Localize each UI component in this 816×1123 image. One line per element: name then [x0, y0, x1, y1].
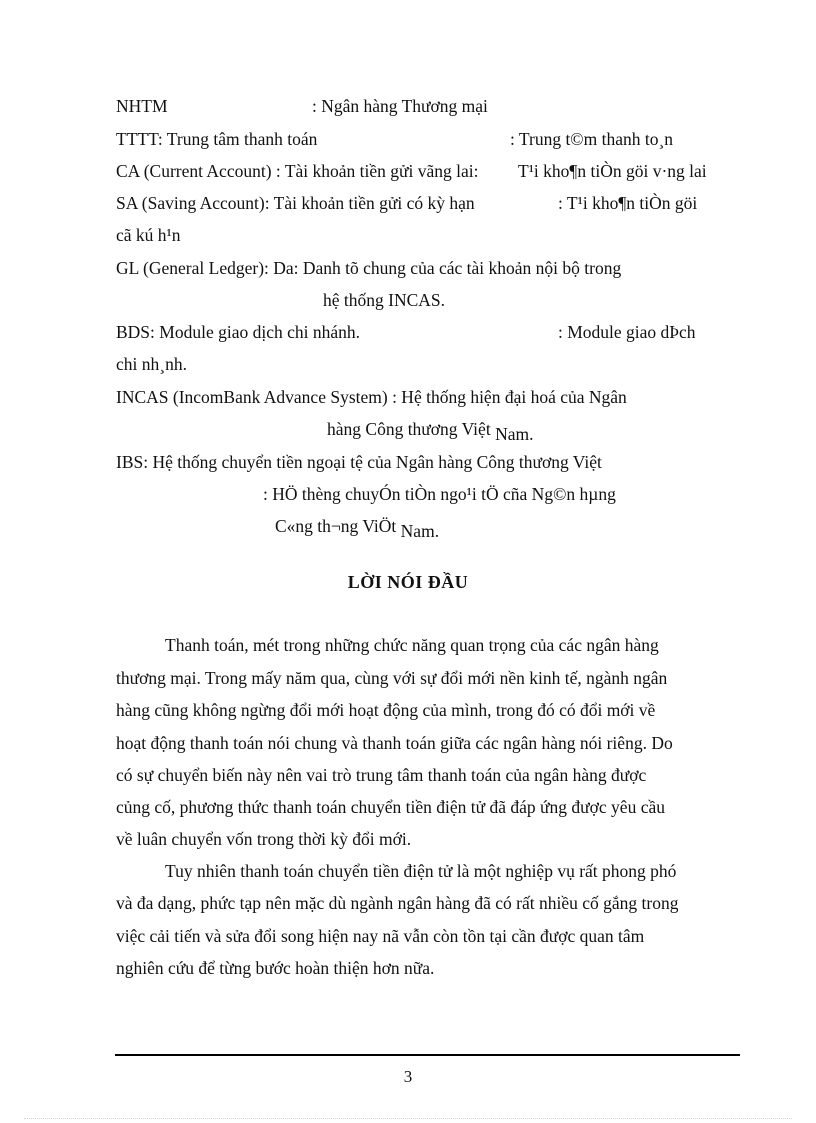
paragraph-1-line-6: củng cố, phương thức thanh toán chuyển tiền điện tử đã đáp ứng được yêu cầu [116, 797, 665, 817]
paragraph-1-line-7: về luân chuyển vốn trong thời kỳ đổi mới. [116, 829, 412, 849]
paragraph-2-line-3: việc cải tiến và sửa đổi song hiện nay nã vẫn còn tồn tại cần được quan tâm [116, 926, 645, 946]
abbr-bds: BDS: Module giao dịch chi nhánh. [116, 322, 361, 342]
abbr-incas-continued [327, 418, 534, 444]
abbr-incas: INCAS (IncomBank Advance System) : Hệ thống hiện đại hoá của Ngân [116, 387, 627, 407]
abbr-sa-garbled-1: : T¹i kho¶n tiÒn göi [558, 193, 698, 213]
section-heading: LỜI NÓI ĐẦU [347, 572, 469, 592]
footer-rule [115, 1054, 740, 1056]
paragraph-1-line-1: Thanh toán, mét trong những chức năng quan trọng của các ngân hàng [165, 635, 659, 655]
abbr-bds-garbled-1: : Module giao dÞch [558, 322, 696, 342]
abbr-nhtm-term: NHTM [116, 96, 168, 116]
abbr-incas-nam: Nam. [495, 424, 534, 444]
paragraph-1-line-5: có sự chuyển biến này nên vai trò trung tâm thanh toán của ngân hàng được [116, 765, 647, 785]
paragraph-2-line-1: Tuy nhiên thanh toán chuyển tiền điện tử là một nghiệp vụ rất phong phó [165, 861, 677, 881]
page-number: 3 [403, 1067, 413, 1086]
abbr-ibs-garbled-1: : HÖ thèng chuyÓn tiÒn ngo¹i tÖ cña Ng©n hµng [263, 484, 616, 504]
page-break-line [24, 1118, 792, 1119]
abbr-ca-garbled: T¹i kho¶n tiÒn göi v·ng lai [518, 161, 707, 181]
paragraph-1-line-2: thương mại. Trong mấy năm qua, cùng với sự đổi mới nền kinh tế, ngành ngân [116, 668, 668, 688]
paragraph-1-line-3: hàng cũng không ngừng đổi mới hoạt động của mình, trong đó có đổi mới về [116, 700, 656, 720]
abbr-tttt-garbled: : Trung t©m thanh to¸n [510, 129, 674, 149]
abbr-ibs-garbled-2 [275, 515, 440, 541]
paragraph-1-line-4: hoạt động thanh toán nói chung và thanh toán giữa các ngân hàng nói riêng. Do [116, 733, 673, 753]
abbr-ibs: IBS: Hệ thống chuyển tiền ngoại tệ của Ngân hàng Công thương Việt [116, 452, 602, 472]
abbr-ibs-garbled-2-text: C«ng th¬ng ViÖt [275, 516, 397, 536]
abbr-sa-garbled-2: cã kú h¹n [116, 225, 181, 245]
abbr-gl: GL (General Ledger): Da: Danh tõ chung của các tài khoản nội bộ trong [116, 258, 622, 278]
abbr-ibs-nam: Nam. [400, 521, 440, 541]
paragraph-2-line-4: nghiên cứu để từng bước hoàn thiện hơn nữa. [116, 958, 435, 978]
abbr-bds-garbled-2: chi nh¸nh. [116, 354, 187, 374]
abbr-ca: CA (Current Account) : Tài khoản tiền gửi vãng lai: [116, 161, 479, 181]
abbr-gl-continued: hệ thống INCAS. [323, 290, 446, 310]
abbr-tttt: TTTT: Trung tâm thanh toán [116, 129, 318, 149]
paragraph-2-line-2: và đa dạng, phức tạp nên mặc dù ngành ngân hàng đã có rất nhiều cố gắng trong [116, 893, 679, 913]
abbr-sa: SA (Saving Account): Tài khoản tiền gửi có kỳ hạn [116, 193, 475, 213]
abbr-incas-continued-text: hàng Công thương Việt [327, 419, 491, 439]
abbr-nhtm-definition: : Ngân hàng Thương mại [312, 96, 488, 116]
